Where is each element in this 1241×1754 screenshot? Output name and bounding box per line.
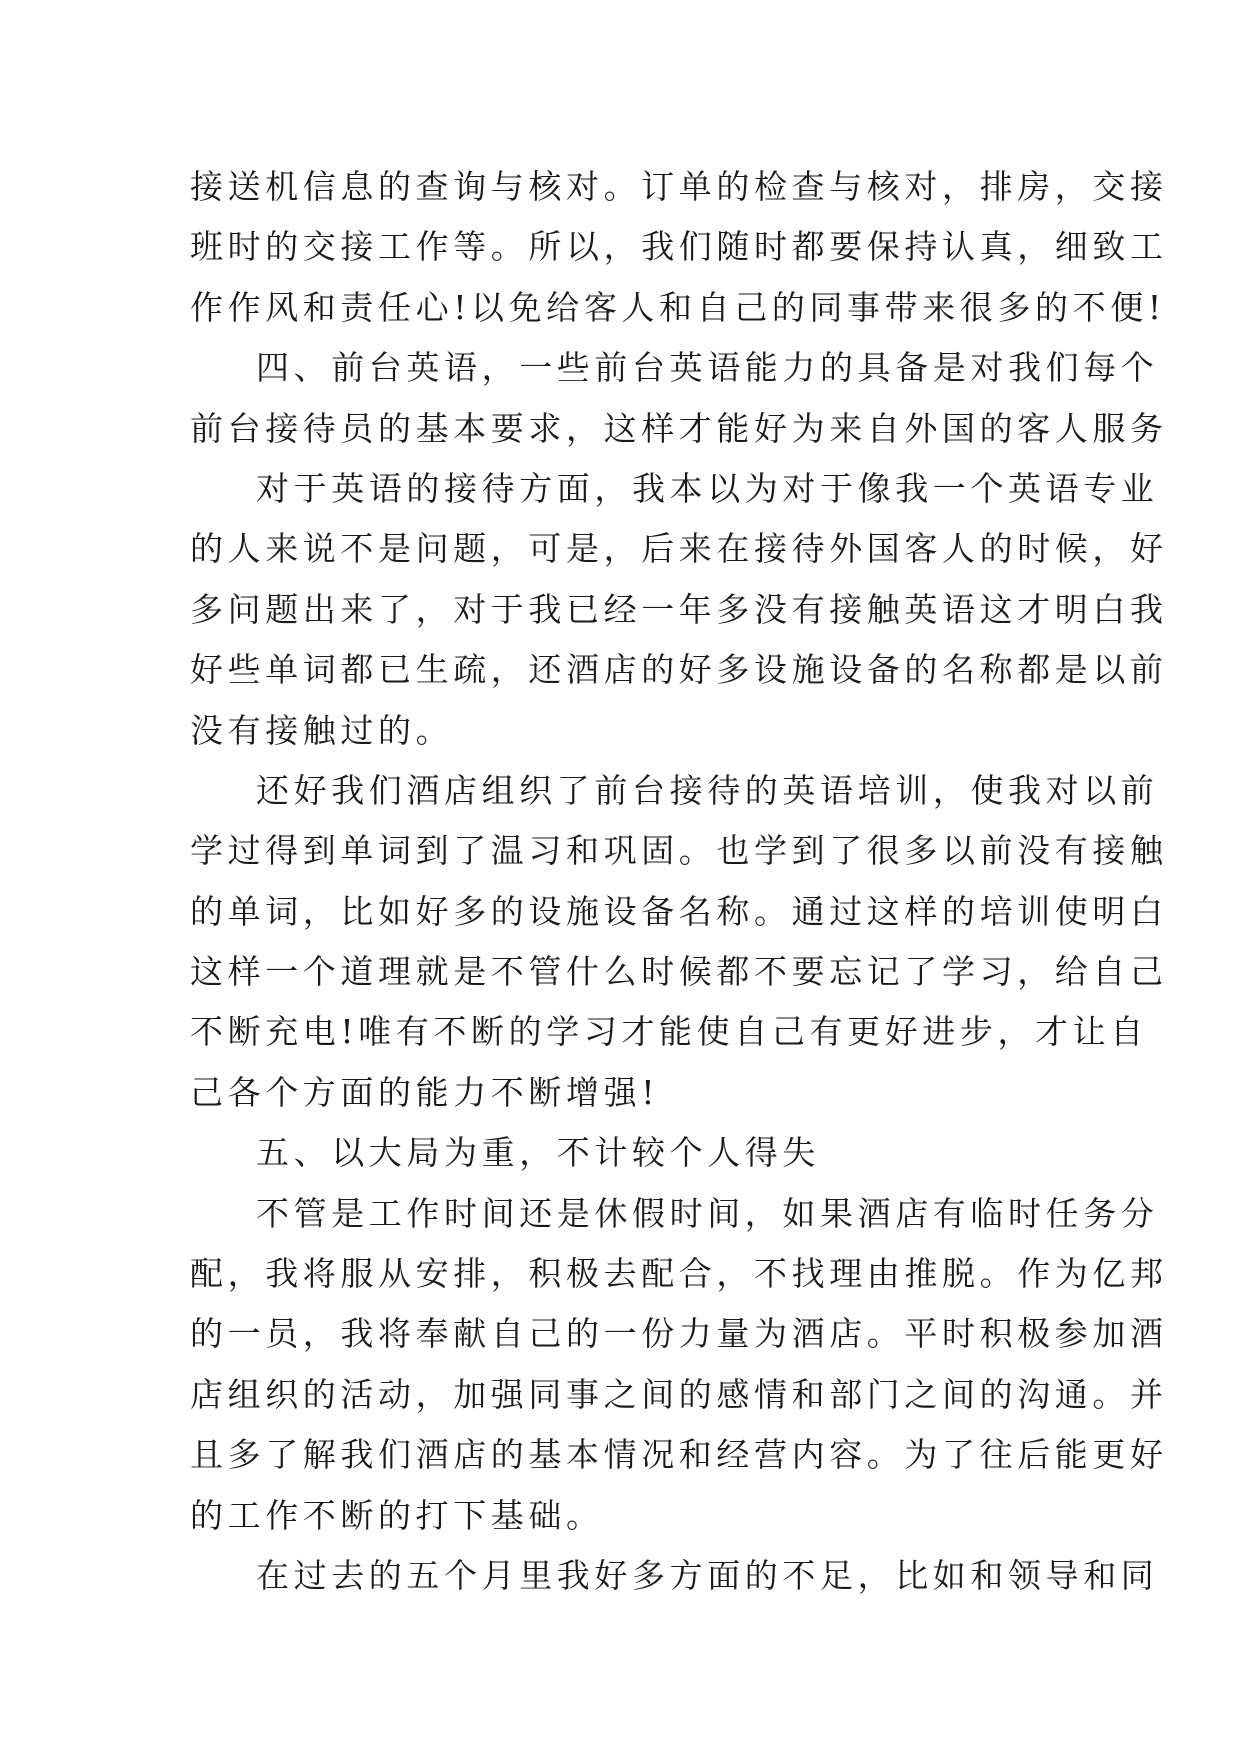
text-line: 四、前台英语，一些前台英语能力的具备是对我们每个: [256, 348, 1159, 388]
text-line: 学过得到单词到了温习和巩固。也学到了很多以前没有接触: [190, 831, 1168, 871]
text-line: 还好我们酒店组织了前台接待的英语培训，使我对以前: [256, 770, 1159, 810]
text-line: 好些单词都已生疏，还酒店的好多设施设备的名称都是以前: [190, 650, 1168, 690]
text-line: 接送机信息的查询与核对。订单的检查与核对，排房，交接: [190, 167, 1168, 206]
text-line: 多问题出来了，对于我已经一年多没有接触英语这才明白我: [190, 589, 1168, 629]
text-line: 配，我将服从安排，积极去配合，不找理由推脱。作为亿邦: [190, 1254, 1168, 1294]
text-line: 作作风和责任心!以免给客人和自己的同事带来很多的不便!: [190, 287, 1166, 327]
text-line: 这样一个道理就是不管什么时候都不要忘记了学习，给自己: [190, 952, 1168, 992]
text-line: 对于英语的接待方面，我本以为对于像我一个英语专业: [256, 468, 1159, 508]
text-line: 的人来说不是问题，可是，后来在接待外国客人的时候，好: [190, 529, 1168, 569]
text-line: 的单词，比如好多的设施设备名称。通过这样的培训使明白: [190, 891, 1168, 931]
text-line: 的一员，我将奉献自己的一份力量为酒店。平时积极参加酒: [190, 1314, 1168, 1354]
text-line: 不管是工作时间还是休假时间，如果酒店有临时任务分: [256, 1193, 1159, 1233]
text-line: 的工作不断的打下基础。: [190, 1495, 604, 1535]
document-body: [190, 157, 1168, 1606]
text-line: 在过去的五个月里我好多方面的不足，比如和领导和同: [256, 1555, 1159, 1595]
text-line: 前台接待员的基本要求，这样才能好为来自外国的客人服务: [190, 408, 1168, 448]
text-line: 五、以大局为重，不计较个人得失: [256, 1133, 820, 1173]
text-line: 店组织的活动，加强同事之间的感情和部门之间的沟通。并: [190, 1374, 1168, 1414]
text-line: 己各个方面的能力不断增强!: [190, 1072, 660, 1112]
text-line: 班时的交接工作等。所以，我们随时都要保持认真，细致工: [190, 227, 1168, 267]
text-line: 不断充电!唯有不断的学习才能使自己有更好进步，才让自: [190, 1012, 1148, 1052]
text-line: 且多了解我们酒店的基本情况和经营内容。为了往后能更好: [190, 1435, 1168, 1475]
text-line: 没有接触过的。: [190, 710, 454, 750]
